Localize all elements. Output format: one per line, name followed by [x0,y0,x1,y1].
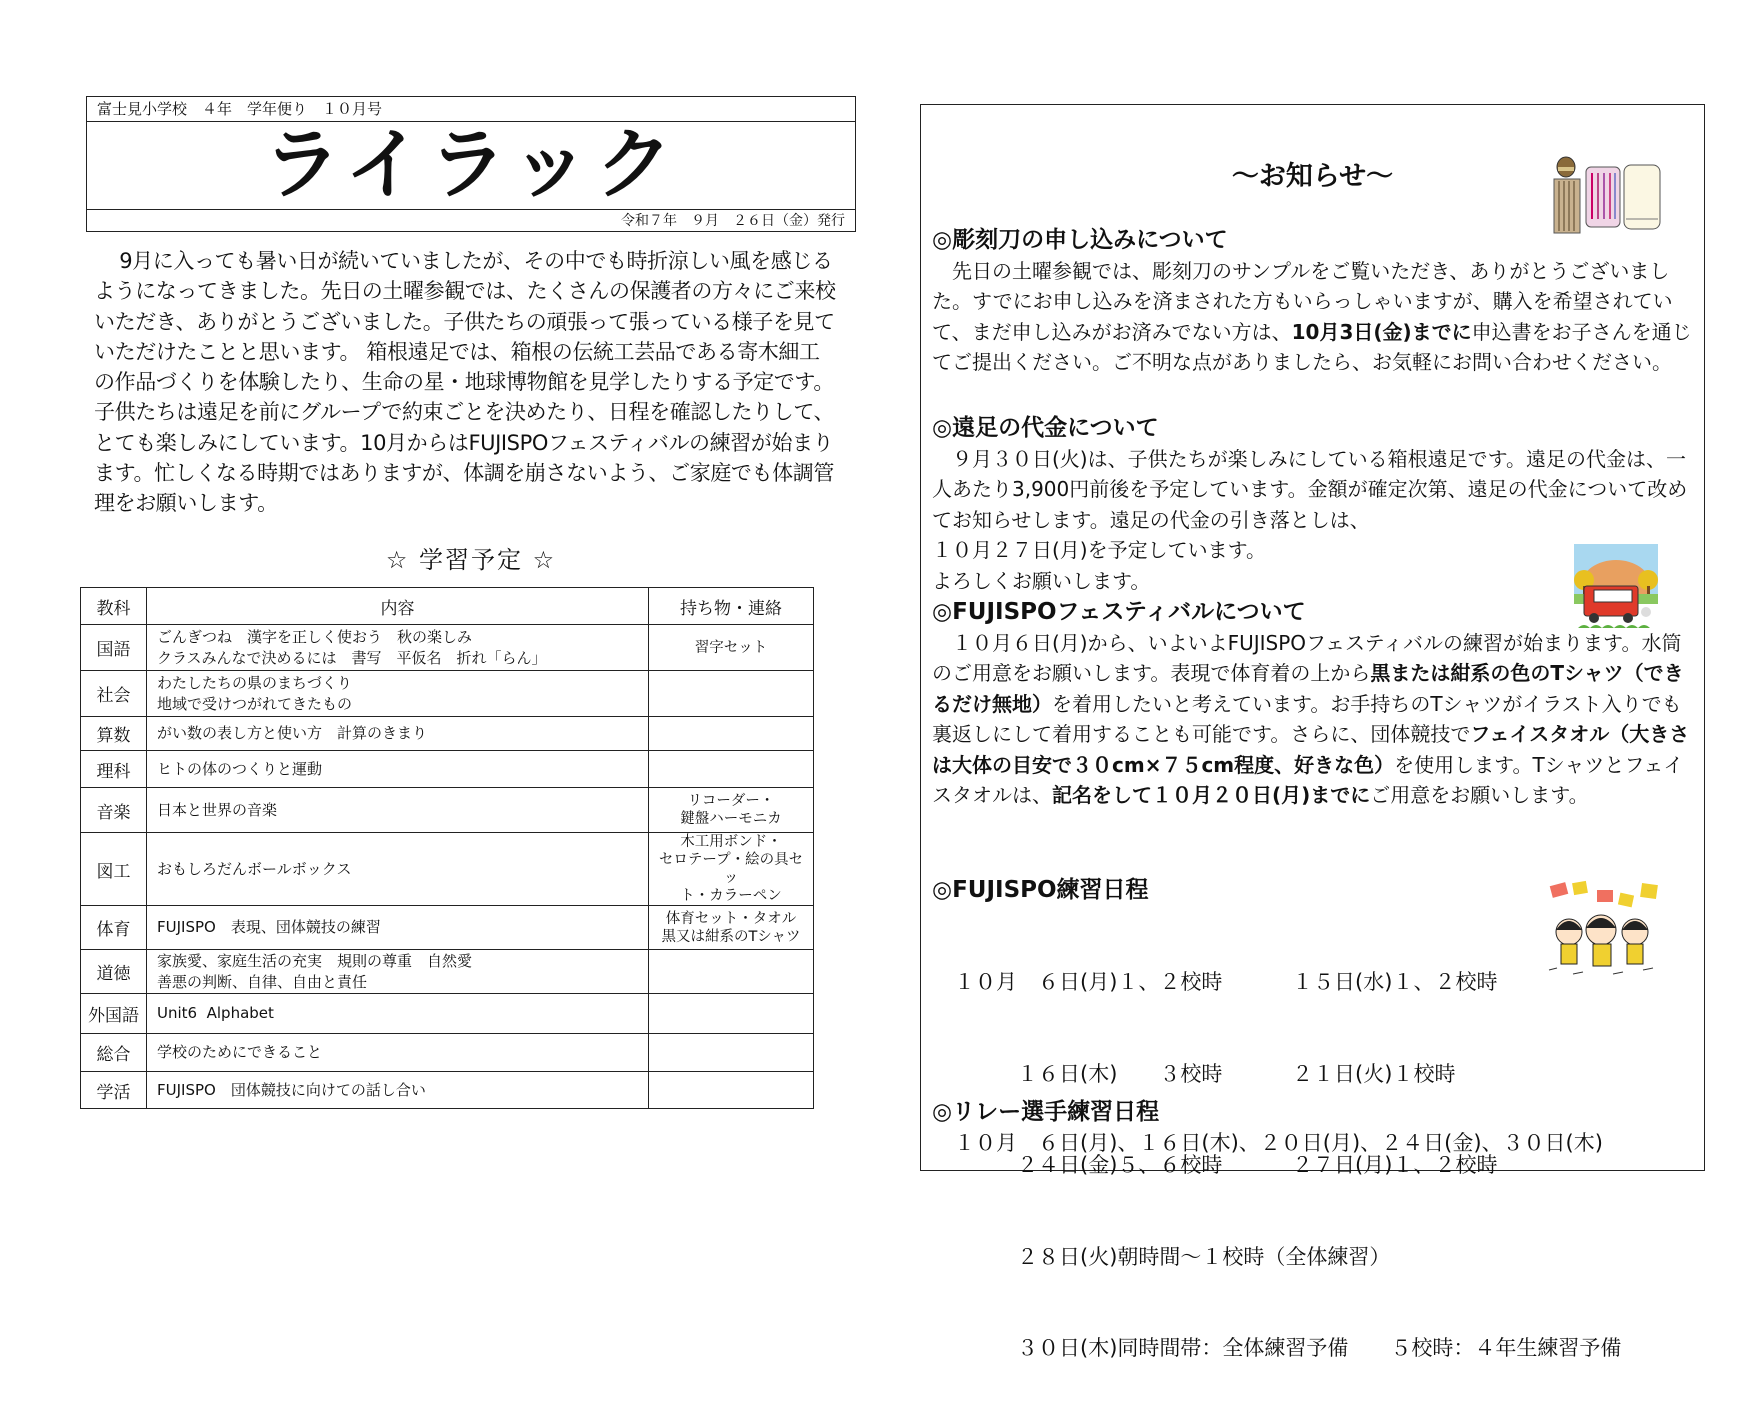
items-cell [649,625,814,671]
content-line: 家族愛、家庭生活の充実 規則の尊重 自然愛 [157,951,473,970]
items-line: 木工用ボンド・ [680,834,782,850]
items-line: 体育セット・タオル [665,910,797,927]
festival-text-4: ご用意をお願いします。 [1370,783,1589,808]
practice-heading: ◎FUJISPO練習日程 [932,877,1149,903]
content-line: ごんぎつね 漢字を正しく使おう 秋の楽しみ [157,627,473,646]
notices-title: ～お知らせ～ [1231,161,1394,192]
subject-cell: 図工 [81,833,147,906]
items-cell [649,994,814,1034]
festival-towel-requirement: フェイスタオル（大きさは大体の目安で３０cm×７５cm程度、好きな色） [932,722,1690,777]
items-line: リコーダー・ [687,793,775,809]
items-cell [649,906,814,950]
table-row [81,1072,814,1109]
excursion-fee-heading: ◎遠足の代金について [932,415,1159,441]
subject-cell: 道徳 [81,950,147,994]
festival-section [932,596,1692,810]
excursion-fee-date: １０月２７日(月)を予定しています。 [932,538,1267,563]
festival-text-2: を着用したいと考えています。お手持ちのTシャツがイラスト入りでも裏返しにして着用することも可能です。さらに、団体競技で [932,691,1682,747]
items-cell [649,717,814,751]
carving-heading: ◎彫刻刀の申し込みについて [932,227,1228,253]
table-row [81,788,814,833]
carving-text-a: 先日の土曜参観では、彫刻刀のサンプルをご覧いただき、ありがとうございました。すでにお申し込みを済まされた方もいらっしゃいますが、購入を希望されていて、まだ申し込みがお済みでない方は、 [932,259,1673,344]
items-cell [649,788,814,833]
content-cell: FUJISPO 団体競技に向けての話し合い [147,1072,649,1109]
festival-text-1: １０月６日(月)から、いよいよFUJISPOフェスティバルの練習が始まります。水筒のご用意をお願いします。表現で体育着の上から [932,631,1682,686]
carving-tools-icon [1552,155,1662,235]
items-line: 鍵盤ハーモニカ [680,811,782,827]
festival-tshirt-requirement: 黒または紺系の色のTシャツ（できるだけ無地） [932,661,1684,716]
festival-deadline: 記名をして１０月２０日(月)までに [1052,783,1371,808]
content-cell: 学校のためにできること [147,1034,649,1072]
subject-cell: 外国語 [81,994,147,1034]
intro-paragraph: 9月に入っても暑い日が続いていましたが、その中でも時折涼しい風を感じるようになってきました。先日の土曜参観では、たくさんの保護者の方々にご来校いただき、ありがとうございました。子供たちの頑張って張っている様子を見ていただけたことと思います。 箱根遠足では、箱根の伝統工芸品である寄木細工の作品づくりを体験したり、生命の星・地球博物館を見学したりする予定です。子供たちは遠足を前にグループで約束ごとを決めたり、日程を確認したりして、とても楽しみにしています。10月からはFUJISPOフェスティバルの練習が始まります。忙しくなる時期ではありますが、体調を崩さないよう、ご家庭でも体調管理をお願いします。 [94,249,836,516]
items-line: 黒又は紺系のTシャツ [661,928,801,945]
header-subject: 教科 [81,588,147,625]
subject-cell: 総合 [81,1034,147,1072]
items-line: セロテープ・絵の具セッ [658,852,804,886]
issue-date: 令和７年 ９月 ２６日（金）発行 [621,213,845,229]
masthead [86,96,856,232]
table-header-row [81,588,814,625]
cheering-children-icon [1543,880,1663,978]
learning-schedule-table [80,587,814,1109]
items-cell [649,1072,814,1109]
relay-schedule-line: １０月 ６日(月)、１６日(木)、２０日(月)、２４日(金)、３０日(木) [954,1131,1603,1155]
practice-schedule-list [932,906,1692,1425]
subject-cell: 理科 [81,751,147,788]
subject-cell: 社会 [81,671,147,717]
table-row [81,833,814,906]
header-content: 内容 [147,588,649,625]
content-line: 善悪の判断、自律、自由と責任 [157,972,368,991]
items-line: ト・カラーペン [680,888,782,904]
festival-heading: ◎FUJISPOフェスティバルについて [932,599,1306,625]
content-cell: ヒトの体のつくりと運動 [147,751,649,788]
practice-line: １０月 ６日(月)１、２校時 １５日(水)１、２校時 [954,970,1498,994]
content-line: わたしたちの県のまちづくり [157,673,352,692]
subject-cell: 国語 [81,625,147,671]
content-line: クラスみんなで決めるには 書写 平仮名 折れ「らん」 [157,648,547,667]
intro-section [94,246,838,519]
content-cell: 日本と世界の音楽 [147,788,649,833]
relay-schedule-section [932,1096,1692,1159]
subject-cell: 音楽 [81,788,147,833]
subject-cell: 体育 [81,906,147,950]
header-items: 持ち物・連絡 [649,588,814,625]
excursion-fee-section [932,412,1688,596]
items-cell [649,833,814,906]
table-row [81,994,814,1034]
table-row [81,906,814,950]
subject-cell: 算数 [81,717,147,751]
content-cell: Unit6 Alphabet [147,994,649,1034]
table-row [81,950,814,994]
items-cell [649,751,814,788]
content-cell: FUJISPO 表現、団体競技の練習 [147,906,649,950]
excursion-fee-text: ９月３０日(火)は、子供たちが楽しみにしている箱根遠足です。遠足の代金は、一人あたり3,900円前後を予定しています。金額が確定次第、遠足の代金について改めてお知らせします。遠足の代金の引き落としは、 [932,447,1688,532]
carving-text [932,256,1692,378]
content-cell [147,671,649,717]
practice-line: １６日(木) ３校時 ２１日(火)１校時 [954,1061,1456,1086]
table-row [81,671,814,717]
items-line: 習字セット [694,639,768,656]
items-cell [649,671,814,717]
relay-heading: ◎リレー選手練習日程 [932,1099,1160,1125]
table-row [81,717,814,751]
table-row [81,625,814,671]
schedule-title: ☆ 学習予定 ☆ [385,546,557,574]
practice-line: ２８日(火)朝時間～１校時（全体練習） [954,1244,1391,1269]
items-cell [649,950,814,994]
content-line: 地域で受けつがれてきたもの [157,694,353,713]
practice-line: ２４日(金)５、６校時 ２７日(月)１、２校時 [954,1153,1498,1177]
content-cell: がい数の表し方と使い方 計算のきまり [147,717,649,751]
items-cell [649,1034,814,1072]
table-row [81,751,814,788]
newsletter-header-line: 富士見小学校 ４年 学年便り １０月号 [87,97,855,122]
practice-line: ３０日(木)同時間帯：全体練習予備 ５校時：４年生練習予備 [954,1336,1622,1360]
subject-cell: 学活 [81,1072,147,1109]
carving-deadline: 10月3日(金)までに [1291,319,1472,344]
content-cell: おもしろだんボールボックス [147,833,649,906]
festival-text-3: を使用します。Tシャツとフェイスタオルは、 [932,752,1684,808]
excursion-fee-closing: よろしくお願いします。 [932,568,1151,593]
carving-section [932,224,1692,378]
table-row [81,1034,814,1072]
carving-text-b: 申込書をお子さんを通じてご提出ください。ご不明な点がありましたら、お気軽にお問い合わせください。 [932,319,1692,375]
content-cell [147,625,649,671]
festival-text [932,628,1692,810]
newsletter-title: ライラック [87,122,855,210]
content-cell [147,950,649,994]
